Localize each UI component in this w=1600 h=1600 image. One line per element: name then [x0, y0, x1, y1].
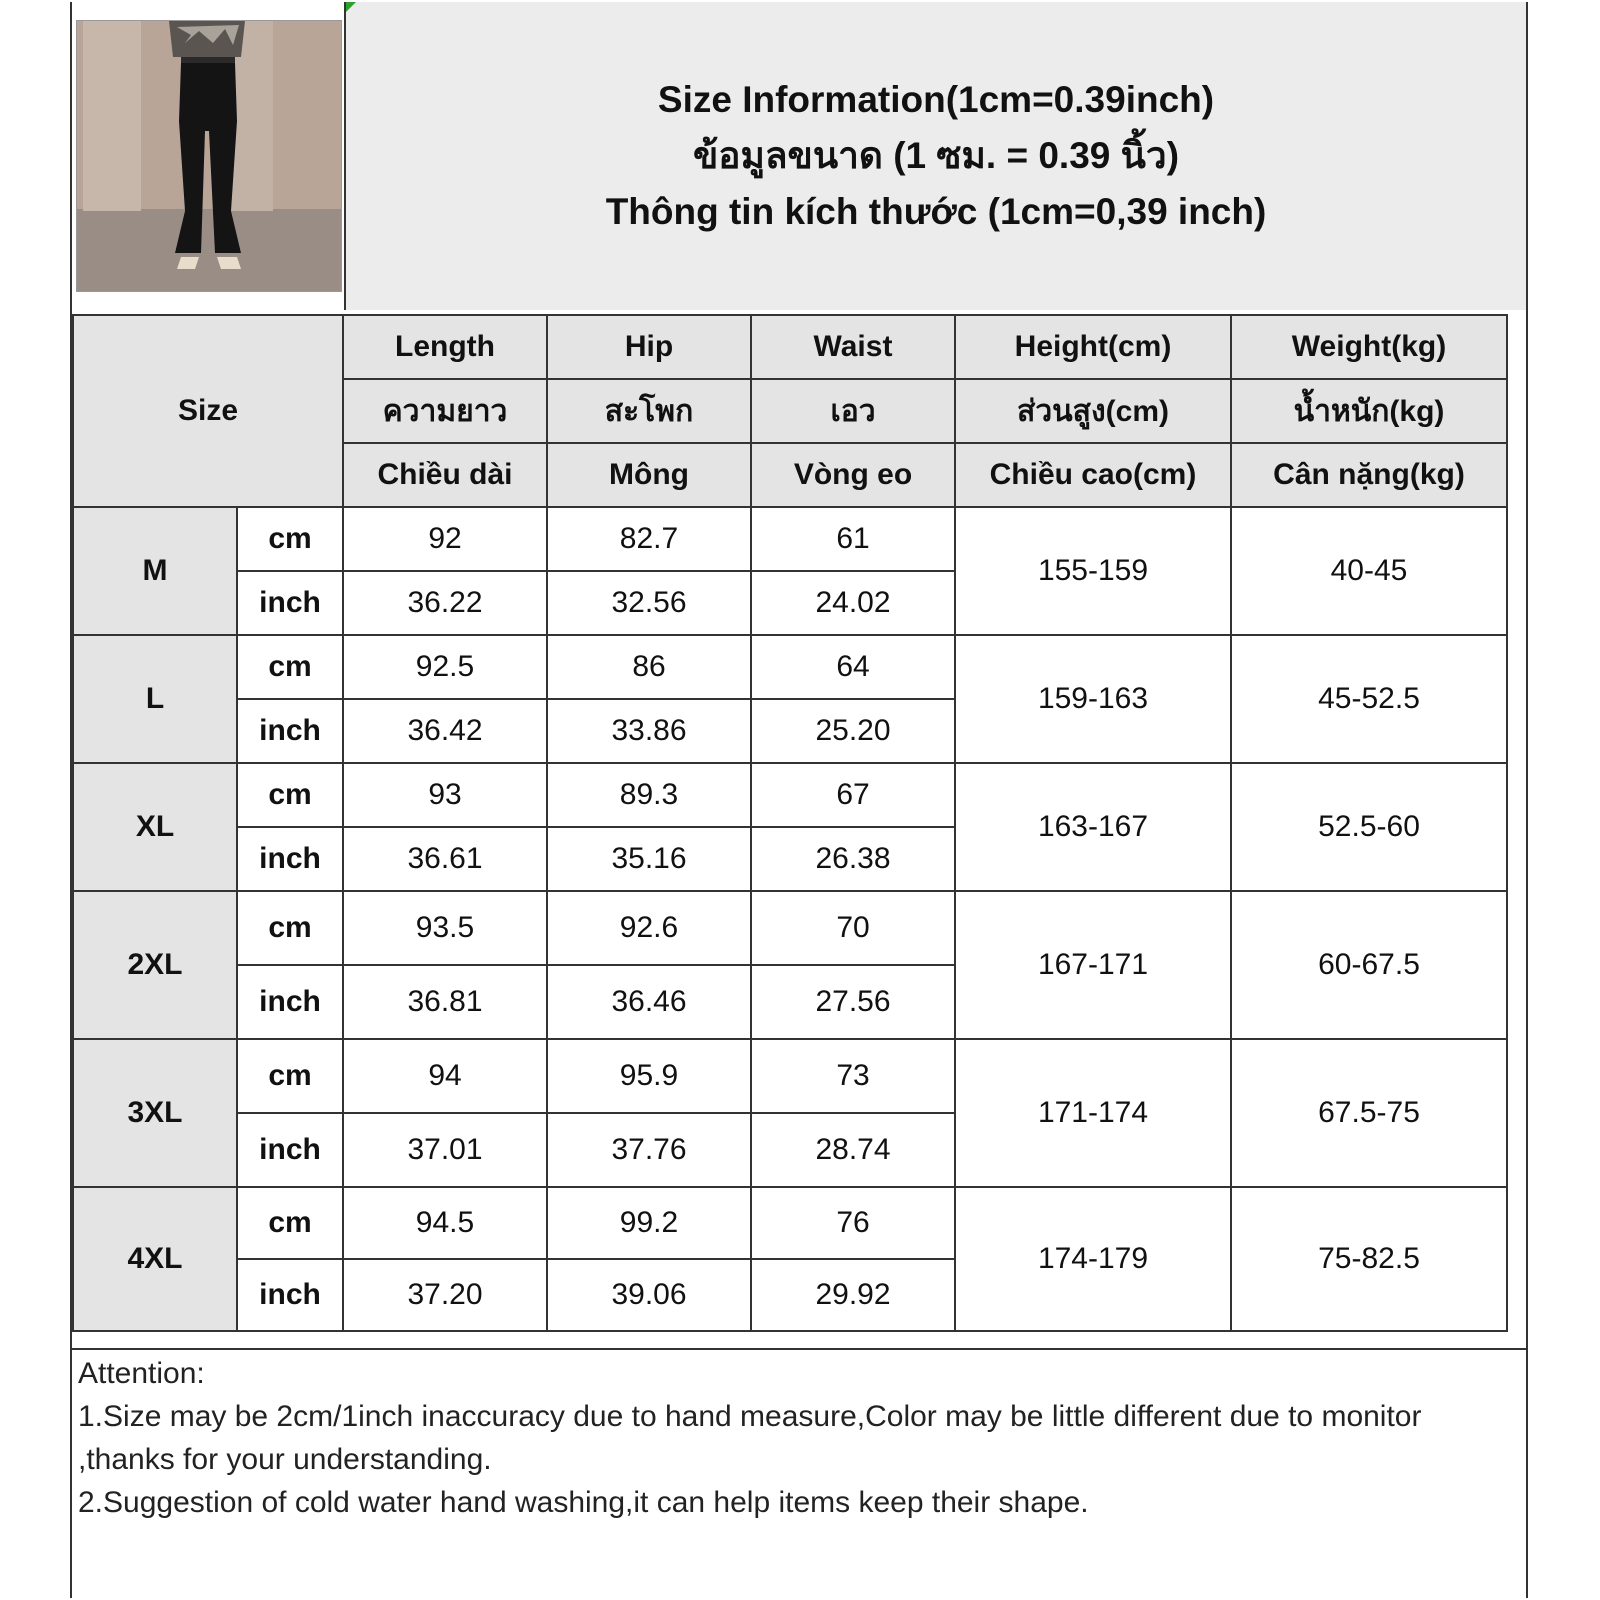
waist-cm: 61 — [751, 507, 955, 571]
weight-range: 67.5-75 — [1231, 1039, 1507, 1187]
waist-cm: 67 — [751, 763, 955, 827]
waist-inch: 27.56 — [751, 965, 955, 1039]
height-range: 174-179 — [955, 1187, 1231, 1331]
unit-cm: cm — [237, 1187, 343, 1259]
length-cm: 92.5 — [343, 635, 547, 699]
header-weight-vi: Cân nặng(kg) — [1231, 443, 1507, 507]
length-inch: 36.22 — [343, 571, 547, 635]
title-block — [346, 2, 1526, 310]
waist-cm: 73 — [751, 1039, 955, 1113]
waist-inch: 29.92 — [751, 1259, 955, 1331]
header-length-en: Length — [343, 315, 547, 379]
length-cm: 92 — [343, 507, 547, 571]
waist-cm: 76 — [751, 1187, 955, 1259]
height-range: 167-171 — [955, 891, 1231, 1039]
length-inch: 37.01 — [343, 1113, 547, 1187]
unit-inch: inch — [237, 965, 343, 1039]
hip-inch: 37.76 — [547, 1113, 751, 1187]
unit-cm: cm — [237, 763, 343, 827]
flared-pants-photo-icon — [77, 21, 341, 291]
header-height-th: ส่วนสูง(cm) — [955, 379, 1231, 443]
hip-cm: 86 — [547, 635, 751, 699]
hip-inch: 32.56 — [547, 571, 751, 635]
hip-cm: 89.3 — [547, 763, 751, 827]
header-weight-en: Weight(kg) — [1231, 315, 1507, 379]
header-weight-th: น้ำหนัก(kg) — [1231, 379, 1507, 443]
size-header: Size — [73, 315, 343, 507]
header-height-vi: Chiều cao(cm) — [955, 443, 1231, 507]
photo-cell — [72, 2, 346, 310]
length-cm: 93 — [343, 763, 547, 827]
title-vietnamese: Thông tin kích thước (1cm=0,39 inch) — [605, 191, 1267, 232]
header-length-th: ความยาว — [343, 379, 547, 443]
height-range: 155-159 — [955, 507, 1231, 635]
hip-inch: 39.06 — [547, 1259, 751, 1331]
hip-cm: 95.9 — [547, 1039, 751, 1113]
hip-cm: 99.2 — [547, 1187, 751, 1259]
hip-inch: 36.46 — [547, 965, 751, 1039]
header-row-english — [73, 315, 1507, 379]
unit-inch: inch — [237, 1259, 343, 1331]
height-range: 159-163 — [955, 635, 1231, 763]
table-row — [73, 891, 1507, 965]
hip-cm: 92.6 — [547, 891, 751, 965]
corner-marker-icon — [346, 2, 356, 12]
hip-inch: 35.16 — [547, 827, 751, 891]
title-english: Size Information(1cm=0.39inch) — [657, 79, 1215, 120]
length-inch: 36.42 — [343, 699, 547, 763]
attention-heading: Attention: — [78, 1357, 205, 1390]
length-cm: 93.5 — [343, 891, 547, 965]
size-table — [72, 314, 1508, 1332]
length-inch: 36.61 — [343, 827, 547, 891]
header-waist-th: เอว — [751, 379, 955, 443]
waist-inch: 26.38 — [751, 827, 955, 891]
table-row — [73, 1039, 1507, 1113]
title-thai: ข้อมูลขนาด (1 ซม. = 0.39 นิ้ว) — [692, 135, 1180, 176]
unit-cm: cm — [237, 507, 343, 571]
table-row — [73, 1187, 1507, 1259]
length-cm: 94 — [343, 1039, 547, 1113]
size-label: XL — [73, 763, 237, 891]
weight-range: 60-67.5 — [1231, 891, 1507, 1039]
size-label: L — [73, 635, 237, 763]
size-label: 2XL — [73, 891, 237, 1039]
unit-inch: inch — [237, 827, 343, 891]
weight-range: 52.5-60 — [1231, 763, 1507, 891]
size-label: M — [73, 507, 237, 635]
product-photo — [76, 20, 342, 292]
waist-inch: 24.02 — [751, 571, 955, 635]
size-chart-sheet — [70, 2, 1528, 1598]
attention-note-1: 1.Size may be 2cm/1inch inaccuracy due to hand measure,Color may be little different due to monitor ,thanks for your understanding. — [78, 1400, 1422, 1476]
table-row — [73, 635, 1507, 699]
header-length-vi: Chiều dài — [343, 443, 547, 507]
waist-inch: 25.20 — [751, 699, 955, 763]
unit-inch: inch — [237, 699, 343, 763]
height-range: 163-167 — [955, 763, 1231, 891]
size-label: 4XL — [73, 1187, 237, 1331]
waist-inch: 28.74 — [751, 1113, 955, 1187]
header-waist-en: Waist — [751, 315, 955, 379]
header-height-en: Height(cm) — [955, 315, 1231, 379]
hip-inch: 33.86 — [547, 699, 751, 763]
table-row — [73, 763, 1507, 827]
unit-cm: cm — [237, 635, 343, 699]
attention-notes — [72, 1348, 1526, 1598]
length-cm: 94.5 — [343, 1187, 547, 1259]
weight-range: 45-52.5 — [1231, 635, 1507, 763]
height-range: 171-174 — [955, 1039, 1231, 1187]
hip-cm: 82.7 — [547, 507, 751, 571]
header-hip-vi: Mông — [547, 443, 751, 507]
size-label: 3XL — [73, 1039, 237, 1187]
table-row — [73, 507, 1507, 571]
unit-inch: inch — [237, 1113, 343, 1187]
weight-range: 40-45 — [1231, 507, 1507, 635]
unit-inch: inch — [237, 571, 343, 635]
length-inch: 36.81 — [343, 965, 547, 1039]
unit-cm: cm — [237, 1039, 343, 1113]
attention-note-2: 2.Suggestion of cold water hand washing,it can help items keep their shape. — [78, 1486, 1089, 1519]
length-inch: 37.20 — [343, 1259, 547, 1331]
header-waist-vi: Vòng eo — [751, 443, 955, 507]
waist-cm: 70 — [751, 891, 955, 965]
header-hip-th: สะโพก — [547, 379, 751, 443]
weight-range: 75-82.5 — [1231, 1187, 1507, 1331]
waist-cm: 64 — [751, 635, 955, 699]
unit-cm: cm — [237, 891, 343, 965]
header-hip-en: Hip — [547, 315, 751, 379]
